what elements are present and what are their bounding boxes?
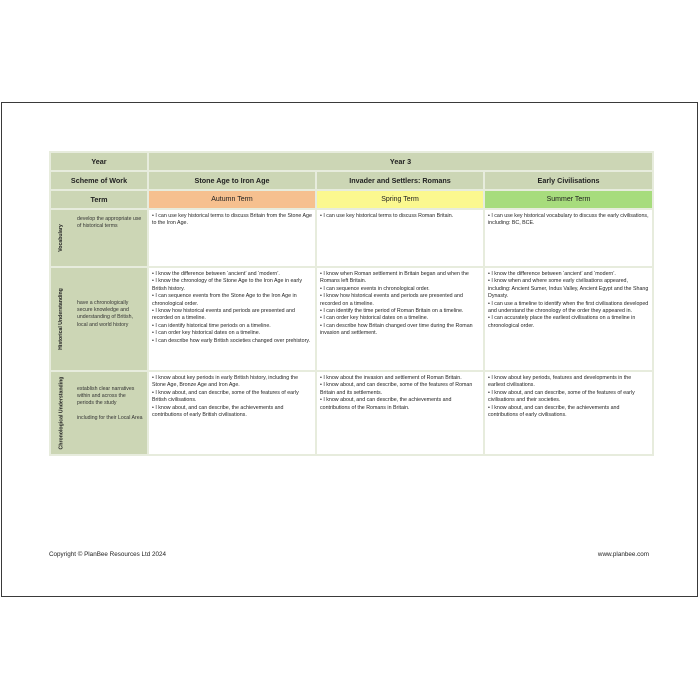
website-link[interactable]: www.planbee.com xyxy=(597,551,649,558)
list-item: • I can use key historical terms to discuss Britain from the Stone Age to the Iron Age. xyxy=(152,213,312,227)
list-item: • I know about, and can describe, the achievements and contributions of early British civilisations. xyxy=(152,404,284,419)
vocab-cell-autumn xyxy=(148,209,316,267)
row-label-historical-understanding: Historical Understanding xyxy=(58,288,64,350)
list-item: • I can describe how early British societies changed over prehistory. xyxy=(152,337,311,344)
list-item: • I know about, and can describe, some of the features of Roman Britain and its settlements. xyxy=(320,382,473,396)
list-item: • I know how historical events and periods are presented and recorded on a timeline. xyxy=(320,293,463,307)
unit-title-1: Stone Age to Iron Age xyxy=(148,171,316,190)
list-item: • I know about, and can describe, some of the features of early British civilisations. xyxy=(152,389,299,404)
term-spring: Spring Term xyxy=(316,190,484,209)
list-item: • I can identify historical time periods on a timeline. xyxy=(152,322,271,329)
list-item: • I know about key periods, features and developments in the earliest civilisations. xyxy=(488,375,632,389)
list-item: • I know when and where some early civilisations appeared, including: Ancient Sumer, Indus Valley, Ancient Egypt and the Shang Dynasty. xyxy=(488,278,649,300)
vocab-cell-spring xyxy=(316,209,484,267)
list-item: • I know the difference between ‘ancient’ and ‘modern’. xyxy=(152,271,280,277)
history-cell-summer xyxy=(484,267,653,371)
copyright-text: Copyright © PlanBee Resources Ltd 2024 xyxy=(49,551,167,558)
row-header-historical-understanding xyxy=(50,267,148,371)
term-autumn: Autumn Term xyxy=(148,190,316,209)
year-value: Year 3 xyxy=(148,152,653,171)
chrono-cell-autumn xyxy=(148,371,316,455)
list-item: • I know about key periods in early British history, including the Stone Age, Bronze Age and Iron Age. xyxy=(152,375,299,389)
chrono-cell-spring xyxy=(316,371,484,455)
chrono-cell-summer xyxy=(484,371,653,455)
list-item: • I know when Roman settlement in Britain began and when the Romans left Britain. xyxy=(320,271,469,285)
list-item: • I know about, and can describe, the achievements and contributions of early civilisations. xyxy=(488,404,620,419)
row-description: develop the appropriate use of historical terms xyxy=(77,216,142,230)
list-item: • I can order key historical dates on a timeline. xyxy=(320,315,429,322)
row-header-vocabulary xyxy=(50,209,148,267)
vocab-cell-summer xyxy=(484,209,653,267)
list-item: • I know the chronology of the Stone Age to the Iron Age in early British history. xyxy=(152,278,302,292)
list-item: • I can sequence events in chronological order. xyxy=(320,285,430,292)
list-item: • I can order key historical dates on a timeline. xyxy=(152,330,261,337)
curriculum-table xyxy=(49,151,654,456)
list-item: • I can use key historical vocabulary to discuss the early civilisations, including: BC, BCE. xyxy=(488,213,649,227)
list-item: • I know how historical events and periods are presented and recorded on a timeline. xyxy=(152,308,295,322)
row-description: establish clear narratives within and across the periods the study including for their Local Area xyxy=(77,386,143,421)
list-item: • I know about, and can describe, the achievements and contributions of the Romans in Britain. xyxy=(320,397,452,411)
list-item: • I can use key historical terms to discuss Roman Britain. xyxy=(320,213,454,219)
history-cell-spring xyxy=(316,267,484,371)
term-label: Term xyxy=(50,190,148,209)
row-header-chronological-understanding xyxy=(50,371,148,455)
scheme-label: Scheme of Work xyxy=(50,171,148,190)
term-summer: Summer Term xyxy=(484,190,653,209)
year-label: Year xyxy=(50,152,148,171)
unit-title-2: Invader and Settlers: Romans xyxy=(316,171,484,190)
row-label-chronological-understanding: Chronological Understanding xyxy=(58,376,65,450)
list-item: • I can use a timeline to identify when the first civilisations developed and understand the chronology of the order they appeared in. xyxy=(488,300,649,315)
history-cell-autumn xyxy=(148,267,316,371)
document-page xyxy=(1,102,698,597)
list-item: • I can sequence events from the Stone Age to the Iron Age in chronological order. xyxy=(152,293,297,307)
list-item: • I can identify the time period of Roman Britain on a timeline. xyxy=(320,308,464,315)
list-item: • I can accurately place the earliest civilisations on a timeline in chronological order. xyxy=(488,315,636,329)
row-description: have a chronologically secure knowledge and understanding of British, local and world history xyxy=(77,300,133,328)
list-item: • I can describe how Britain changed over time during the Roman invasion and settlement. xyxy=(320,322,473,337)
list-item: • I know the difference between ‘ancient’ and ‘modern’. xyxy=(488,271,616,277)
row-label-vocabulary: Vocabulary xyxy=(58,224,64,252)
list-item: • I know about, and can describe, some of the features of early civilisations and their societies. xyxy=(488,389,635,404)
unit-title-3: Early Civilisations xyxy=(484,171,653,190)
list-item: • I know about the invasion and settlement of Roman Britain. xyxy=(320,375,462,381)
